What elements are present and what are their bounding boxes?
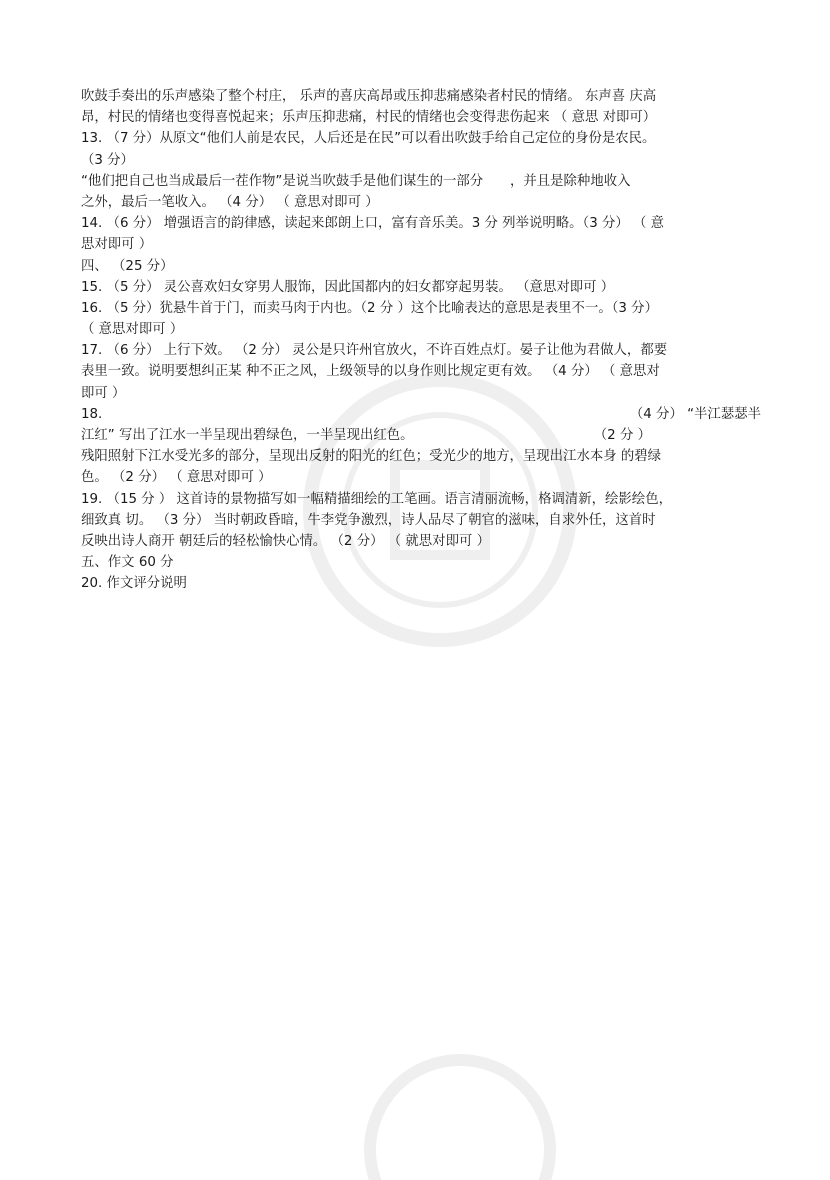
- section-heading: 五、作文 60 分: [81, 555, 174, 571]
- section-heading: 四、 （25 分）: [81, 258, 174, 274]
- text-line: “他们把自己也当成最后一茬作物”是说当吹鼓手是他们谋生的一部分 ，并且是除种地收入: [81, 173, 631, 189]
- text-line: 即可 ）: [81, 385, 126, 401]
- text-line: 13. （7 分）从原文“他们人前是农民，人后还是在民”可以看出吹鼓手给自己定位的身份是农民。: [81, 131, 656, 147]
- text-segment: 江红” 写出了江水一半呈现出碧绿色，一半呈现出红色。: [81, 428, 414, 443]
- text-line: 昂，村民的情绪也变得喜悦起来；乐声压抑悲痛，村民的情绪也会变得悲伤起来 （ 意思 对即可）: [81, 110, 657, 126]
- text-line: 细致真 切。 （3 分） 当时朝政昏暗，牛李党争激烈，诗人品尽了朝官的滋味，自求外任，这首时: [81, 512, 656, 528]
- text-line: 14. （6 分） 增强语言的韵律感，读起来郎朗上口，富有音乐美。3 分 列举说明略。（3 分） （ 意: [81, 216, 665, 232]
- text-line: 之外，最后一笔收入。 （4 分） （ 意思对即可 ）: [81, 194, 379, 210]
- text-line: 思对即可 ）: [81, 237, 153, 253]
- question-18-line: [81, 425, 761, 446]
- text-line: 19. （15 分 ） 这首诗的景物描写如一幅精描细绘的工笔画。语言清丽流畅，格调清新，绘影绘色，: [81, 491, 672, 507]
- text-line: 17. （6 分） 上行下效。 （2 分） 灵公是只许州官放火，不许百姓点灯。晏子让他为君做人，都要: [81, 343, 668, 359]
- text-line: 反映出诗人商开 朝廷后的轻松愉快心情。 （2 分） （ 就思对即可 ）: [81, 533, 490, 549]
- question-18-answer-start: （4 分） “半江瑟瑟半: [629, 406, 761, 422]
- score-note: （2 分 ）: [593, 428, 651, 443]
- text-line: 色。 （2 分） （ 意思对即可 ）: [81, 470, 272, 486]
- text-line: 残阳照射下江水受光多的部分，呈现出反射的阳光的红色；受光少的地方，呈现出江水本身 的碧绿: [81, 449, 662, 465]
- question-number: 18.: [81, 406, 103, 422]
- text-line: 吹鼓手奏出的乐声感染了整个村庄， 乐声的喜庆高昂或压抑悲痛感染者村民的情绪。 东声喜 庆高: [81, 89, 657, 104]
- text-line: 15. （5 分） 灵公喜欢妇女穿男人服饰，因此国都内的妇女都穿起男装。 （意思对即可 ）: [81, 279, 615, 295]
- question-18-header: [81, 404, 761, 425]
- answer-document: [81, 86, 761, 595]
- text-line: 16. （5 分）犹悬牛首于门，而卖马肉于内也。（2 分 ）这个比喻表达的意思是表里不一。（3 分）: [81, 300, 658, 316]
- text-line: 20. 作文评分说明: [81, 576, 187, 592]
- text-line: 表里一致。说明要想纠正某 种不正之风，上级领导的以身作则比规定更有效。 （4 分） （ 意思对: [81, 364, 660, 380]
- watermark-seal-bottom: [360, 1040, 560, 1180]
- text-line: （ 意思对即可 ）: [81, 322, 184, 338]
- text-line: （3 分）: [81, 152, 134, 168]
